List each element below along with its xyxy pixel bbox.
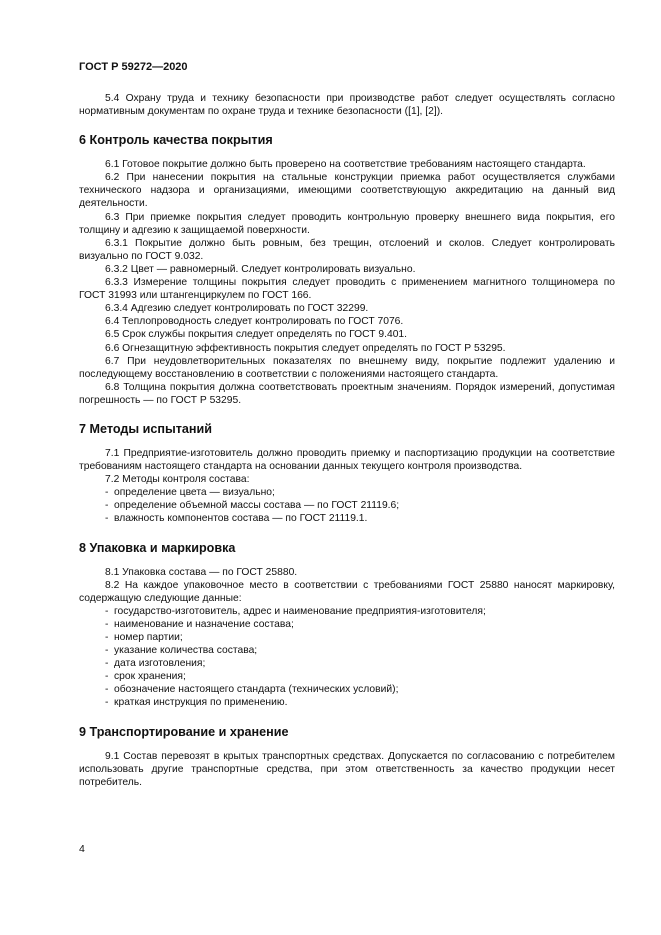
page-body (79, 92, 615, 789)
list-item: - краткая инструкция по применению. (79, 696, 615, 709)
test-methods-list (79, 486, 615, 525)
paragraph-6-3: 6.3 При приемке покрытия следует проводить контрольную проверку внешнего вида покрытия, его толщину и адгезию к защищаемой поверхности. (79, 211, 615, 236)
paragraph-6-7: 6.7 При неудовлетворительных показателях по внешнему виду, покрытие подлежит удалению и последующему восстановлению в соответствии с положениями настоящего стандарта. (79, 355, 615, 380)
list-item: - номер партии; (79, 631, 615, 644)
paragraph-6-5: 6.5 Срок службы покрытия следует определять по ГОСТ 9.401. (105, 329, 408, 341)
section-9-heading: 9 Транспортирование и хранение (79, 724, 289, 739)
list-item: - дата изготовления; (79, 657, 615, 670)
list-item: - срок хранения; (79, 670, 615, 683)
list-item: - определение цвета — визуально; (79, 486, 615, 499)
list-item: - указание количества состава; (79, 644, 615, 657)
paragraph-6-8: 6.8 Толщина покрытия должна соответствовать проектным значениям. Порядок измерений, допустимая погрешность — по ГОСТ Р 53295. (79, 381, 615, 406)
paragraph-6-2: 6.2 При нанесении покрытия на стальные конструкции приемка работ осуществляется службами технического надзора и организациями, имеющими соответствующую аккредитацию на данный вид деятельности. (79, 172, 615, 210)
section-6-heading: 6 Контроль качества покрытия (79, 133, 273, 148)
list-item: - наименование и назначение состава; (79, 618, 615, 631)
paragraph-9-1: 9.1 Состав перевозят в крытых транспортных средствах. Допускается по согласованию с потребителем использовать другие транспортные средства, при этом ответственность за качество продукции несет потребитель. (79, 750, 615, 788)
paragraph-6-6: 6.6 Огнезащитную эффективность покрытия следует определять по ГОСТ Р 53295. (105, 342, 506, 354)
paragraph-7-1: 7.1 Предприятие-изготовитель должно проводить приемку и паспортизацию продукции на соответствие требованиям настоящего стандарта на основании данных текущего контроля производства. (79, 447, 615, 473)
marking-data-list (79, 605, 615, 710)
paragraph-6-4: 6.4 Теплопроводность следует контролировать по ГОСТ 7076. (105, 316, 404, 328)
section-7-heading: 7 Методы испытаний (79, 421, 212, 436)
paragraph-7-2: 7.2 Методы контроля состава: (105, 474, 250, 486)
paragraph-8-2: 8.2 На каждое упаковочное место в соответствии с требованиями ГОСТ 25880 наносят маркировку, содержащую следующие данные: (79, 579, 615, 604)
list-item: - государство-изготовитель, адрес и наименование предприятия-изготовителя; (79, 605, 615, 618)
paragraph-6-3-3: 6.3.3 Измерение толщины покрытия следует проводить с применением магнитного толщиномера по ГОСТ 31993 или штангенциркулем по ГОСТ 166. (79, 277, 615, 302)
page-number: 4 (79, 843, 85, 855)
list-item: - определение объемной массы состава — по ГОСТ 21119.6; (79, 499, 615, 512)
paragraph-6-3-1: 6.3.1 Покрытие должно быть ровным, без трещин, отслоений и сколов. Следует контролировать визуально по ГОСТ 9.032. (79, 237, 615, 262)
paragraph-6-3-2: 6.3.2 Цвет — равномерный. Следует контролировать визуально. (105, 263, 416, 275)
section-8-heading: 8 Упаковка и маркировка (79, 540, 236, 555)
paragraph-5-4: 5.4 Охрану труда и технику безопасности при производстве работ следует осуществлять согласно нормативным документам по охране труда и технике безопасности ([1], [2]). (79, 93, 615, 118)
document-code-header: ГОСТ Р 59272—2020 (79, 61, 188, 73)
paragraph-6-3-4: 6.3.4 Адгезию следует контролировать по ГОСТ 32299. (105, 303, 369, 315)
paragraph-8-1: 8.1 Упаковка состава — по ГОСТ 25880. (105, 566, 298, 578)
list-item: - обозначение настоящего стандарта (технических условий); (79, 683, 615, 696)
list-item: - влажность компонентов состава — по ГОСТ 21119.1. (79, 512, 615, 525)
paragraph-6-1: 6.1 Готовое покрытие должно быть проверено на соответствие требованиям настоящего стандарта. (105, 159, 586, 171)
